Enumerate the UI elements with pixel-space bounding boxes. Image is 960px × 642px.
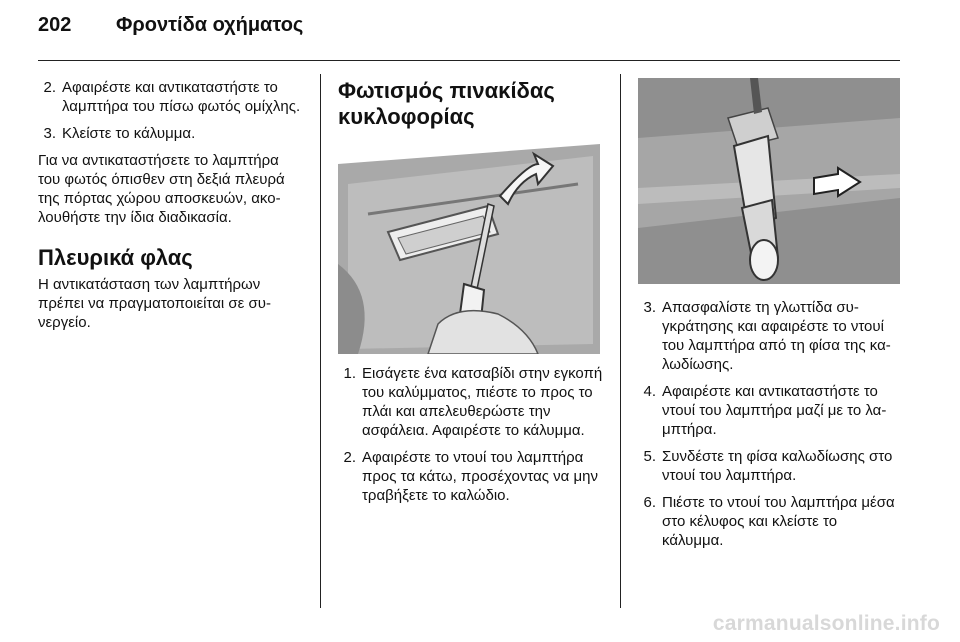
bulb-holder-illustration <box>638 78 900 284</box>
step-text: Απασφαλίστε τη γλωττίδα συγκράτησης και αφαιρέστε το ντουί του λαμπτήρα από τη φίσα της καλωδίωσης. <box>662 299 891 373</box>
step-number: 2. <box>343 449 356 466</box>
plate-light-steps-b <box>638 298 900 550</box>
list-item <box>338 364 608 440</box>
step-number: 5. <box>643 448 656 465</box>
running-head-title: Φροντίδα οχήματος <box>116 14 304 36</box>
step-text: Κλείστε το κάλυμμα. <box>62 125 196 142</box>
side-indicators-text: Η αντικατάσταση των λαμπτήρων πρέπει να πραγματοποιείται σε συνεργείο. <box>38 276 271 331</box>
column-divider-left <box>320 74 321 608</box>
list-item <box>38 124 303 143</box>
step-text: Αφαιρέστε και αντικαταστήστε το λαμπτήρα του πίσω φωτός ομίχλης. <box>62 79 301 115</box>
column-right <box>638 298 900 558</box>
page-number: 202 <box>38 14 72 36</box>
list-item <box>638 447 900 485</box>
list-item <box>638 382 900 439</box>
side-indicators-heading: Πλευρικά φλας <box>38 245 193 270</box>
step-number: 3. <box>643 299 656 316</box>
column-middle <box>338 78 608 513</box>
licence-plate-light-heading: Φωτισμός πινακίδας κυκλοφορίας <box>338 78 555 129</box>
list-item <box>338 448 608 505</box>
step-text: Αφαιρέστε και αντικαταστήστε το ντουί του λαμπτήρα μαζί με το λαμπτήρα. <box>662 383 887 438</box>
column-divider-right <box>620 74 621 608</box>
step-text: Εισάγετε ένα κατσαβίδι στην εγκοπή του καλύμματος, πιέστε το προς το πλάι και απελευθερώστε την ασφάλεια. Αφαιρέστε το κάλυμμα. <box>362 365 603 439</box>
plate-light-steps-a <box>338 364 608 505</box>
list-item <box>638 298 900 374</box>
reverse-light-paragraph: Για να αντικαταστήσετε το λαμπτήρα του φωτός όπισθεν στη δεξιά πλευρά της πόρτας χώρου αποσκευών, ακολουθήστε την ίδια διαδικασία. <box>38 152 285 226</box>
list-item <box>638 493 900 550</box>
step-number: 6. <box>643 494 656 511</box>
page-header <box>38 14 303 44</box>
step-text: Συνδέστε τη φίσα καλωδίωσης στο ντουί του λαμπτήρα. <box>662 448 893 484</box>
step-number: 2. <box>43 79 56 96</box>
step-number: 3. <box>43 125 56 142</box>
step-text: Αφαιρέστε το ντουί του λαμπτήρα προς τα κάτω, προσέχοντας να μην τραβήξετε το καλώδιο. <box>362 449 599 504</box>
step-text: Πιέστε το ντουί του λαμπτήρα μέσα στο κέλυφος και κλείστε το κάλυμμα. <box>662 494 895 549</box>
step-number: 1. <box>343 365 356 382</box>
header-rule <box>38 60 900 61</box>
screwdriver-illustration <box>338 144 600 354</box>
step-number: 4. <box>643 383 656 400</box>
column-left <box>38 78 303 332</box>
watermark: carmanualsonline.info <box>712 612 940 635</box>
rear-fog-steps <box>38 78 303 143</box>
list-item <box>38 78 303 116</box>
